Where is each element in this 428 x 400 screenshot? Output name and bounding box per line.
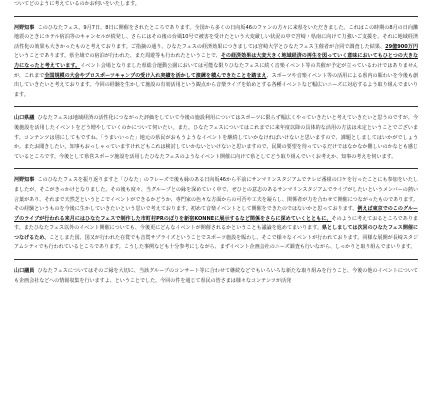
answer-text: そのように考えておるところであります。またひなたフェス以外のイベント開催についても、今後更にどんなイベントが開催されるかということも議論を進めてまいります。	[14, 215, 418, 232]
answer-text: このひなたフェス、9月7日、8日に開催をされたところであります。全国から多くの日向坂46のファンの方々に来県をいただきました。これはこの時期の8月の日向灘地震のときにホテル宿泊等のキャンセルが続発し、さらにはその後の台風10号で被害を受けたという大変厳しい状況の中で宮崎・県南に向けて力強いご支援を、それに地域経済活性化の効果も大きかったものと考えております。ご指摘の通り、ひなたフェスの経済効果につきましては宮崎大学とひなたフェス主催者が合同で調査した結果、	[14, 24, 419, 50]
speaker-label: 河野知事	[14, 177, 35, 184]
kawano-answer-1	[14, 24, 418, 101]
answer-text: ということであります。県全域での宿泊が行われた、また周遊等も行われたということで、	[14, 53, 221, 60]
answer-text: このひなたフェスを振り返りますと「ひなた」のフレーズで後も縁のある日向坂46から平前にサンマリンスタジアムでテレビ番組の口ケを行ったことにも参加をいたしましたが、そこがきっかけとなりました。その後も度々、当グループとの縁を深めていく中で、ぜひとの意志のあるサンマリンスタジアムでライブがしたいというメンバーの熱い言葉があり、それまで天然芝というとこでイベントができるかどうか、専門家の色々な方面からの可否や工夫を凝らし、関係者が力を合わせて開催につながったものであります。その経験というものを今後に生かしていきたいという思いで考えております。初めて音楽イベントとして開催をできたのではないかと思っております。	[14, 177, 418, 213]
emphasis-text: 例えば東京でのこのグループのライブが行われる来月にはひなたフェスで制作した市町村PRのぼりを新宿KONNEに展示するなど関係をさらに深めていくとともに、	[14, 206, 418, 222]
kawano-answer-2	[14, 176, 418, 253]
speaker-label: 山口議員	[14, 268, 35, 275]
yamaguchi-question-1	[14, 114, 418, 162]
section-divider	[14, 16, 418, 17]
section-divider	[14, 168, 418, 169]
intro-paragraph	[14, 0, 418, 10]
emphasis-text: 29億900万円	[385, 43, 418, 50]
emphasis-text: その経済効果は大変大きく地域経済の再生を図っていく意味においてもひとつの大きな力になったと考えています。	[14, 53, 418, 69]
answer-text: ことしまた国、国又が行われた在賞でも音賞サプライズということでスポーツ施設を賑わし、そこで様々なイベントが行われております。同様な展開が長崎スタジアムシティでも行われているところであります。こうした事例なども十分参考にしながら、まずイベント企画会社のニーズ調査も行いながら、しっかりと取り組んでまいります。	[14, 234, 418, 251]
emphasis-text: 県としましては次回のひなたフェス開催につなげるため、	[14, 225, 419, 241]
answer-text: イベント会場となりました県総合運動公園においては可能な限りひなたフェスに続く音楽イベント等の共催が予定が立っているわけではありませんが、これまで	[14, 62, 418, 79]
yamaguchi-question-2	[14, 267, 418, 286]
emphasis-text: 全国規模の大会やプロスポーツキャンプの受け入れ実績を活かして演練を積んできたことを踏まえ	[44, 72, 267, 79]
speaker-label: 河野知事	[14, 24, 35, 31]
section-divider	[14, 259, 418, 260]
question-text: ひなたフェスは地域経済の活性化につながった評価をしていて今後の施設利用についてはスポーツに限らず幅広くやっていきたいと考えていきたいと思うのですが、今後施設を活用したイベントをどう増やしていくのかについて伺いたい。また、ひなたフェスについてはこれまでに来年度以降の具体的な活用の方法は未定ということでございます。コンテンツは別にしてもですね、「うまいいった」地元の県民がおもうようなイベントを継続していかなければいけないと思いますので、課題としましてはいかがでしょうか。またお聞きしたい。知事もおっしゃっていますけれどもこれは検討していかないといけないと思いますので、民間の要望を待っているだけではなかなか難しいのかなとも感じているところです。今後として県営スポーツ施設を活用したひなたフェスのようなイベント開催に向けて県としてどう取り組んでいくお考えか、知事の考えを伺います。	[14, 115, 418, 160]
question-text: ひなたフェスについてはそのご縁を大切に、当該グループのコンサート等に合わせて継続などでもいろいろな新たな取り組みを行うこと、今後の他のイベントについても企画会社などへの情報収集を行いますよ、ということでした。今回の件を通じて県民の皆さまは様々なコンテンツが活発	[14, 268, 419, 284]
answer-text: 、スポーツや音楽イベント等の活用による県内の賑わいを今後も創出していきたいと考えております。今回の経験を生かして施設の有効活用という観点から音楽ライブを始めとする各種イベントなど幅広いニーズに対応するよう取り組んでまいります。	[14, 72, 419, 98]
intro-text: ついてどのように考えているのかお伺いをいたします。	[14, 1, 140, 7]
section-divider	[14, 106, 418, 107]
speaker-label: 山口県議	[14, 115, 35, 122]
